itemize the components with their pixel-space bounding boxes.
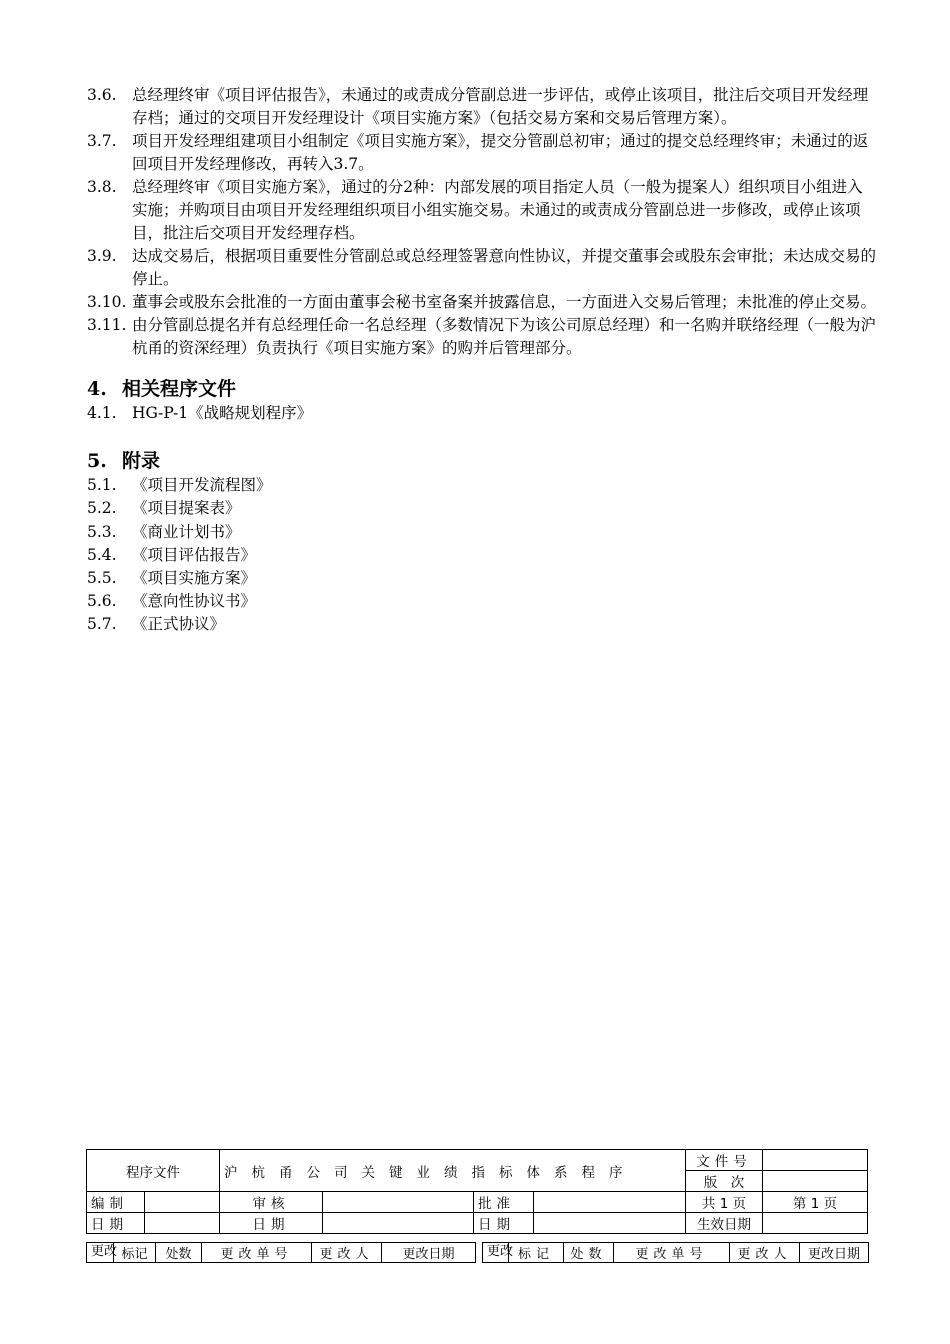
approve-label: 批准 [474, 1192, 534, 1213]
step-item [87, 291, 877, 314]
list-item [87, 544, 877, 567]
changer-header: 更改人 [730, 1243, 800, 1263]
step-text: 董事会或股东会批准的一方面由董事会秘书室备案并披露信息，一方面进入交易后管理；未批准的停止交易。 [132, 293, 877, 311]
change-date-header: 更改日期 [800, 1243, 869, 1263]
step-number: 3.6. [87, 86, 117, 104]
file-no-label: 文件号 [686, 1150, 763, 1171]
date-value [145, 1213, 220, 1234]
item-text: 《项目开发流程图》 [132, 476, 272, 495]
item-number: 5.1. [87, 476, 117, 495]
change-header: 更改 [483, 1243, 509, 1263]
step-item [87, 176, 877, 245]
mark-header: 标记 [509, 1243, 564, 1263]
compile-label: 编制 [87, 1192, 145, 1213]
step-item [87, 84, 877, 130]
section-number: 4. [87, 378, 107, 400]
step-text: 总经理终审《项目评估报告》，未通过的或责成分管副总进一步评估，或停止该项目，批注后交项目开发经理存档；通过的交项目开发经理设计《项目实施方案》（包括交易方案和交易后管理方案）。 [132, 86, 869, 127]
item-number: 5.6. [87, 592, 117, 611]
list-item [87, 567, 877, 590]
review-value [323, 1192, 474, 1213]
review-date-value [323, 1213, 474, 1234]
item-text: 《正式协议》 [132, 615, 226, 634]
review-label: 审核 [220, 1192, 323, 1213]
step-number: 3.11. [87, 316, 127, 334]
version-label: 版 次 [686, 1171, 763, 1192]
step-number: 3.9. [87, 247, 117, 265]
section-title: 附录 [122, 450, 161, 473]
step-number: 3.10. [87, 293, 127, 311]
doc-title-cell: 沪杭甬公司关键业绩指标体系程序 [220, 1150, 686, 1192]
list-item [87, 402, 877, 425]
approve-date-value [534, 1213, 686, 1234]
step-number: 3.7. [87, 132, 117, 150]
count-header: 处数 [156, 1243, 202, 1263]
changer-header: 更改人 [312, 1243, 382, 1263]
mark-header: 标记 [114, 1243, 156, 1263]
step-text: 总经理终审《项目实施方案》，通过的分2种：内部发展的项目指定人员（一般为提案人）组织项目小组进入实施；并购项目由项目开发经理组织项目小组实施交易。未通过的或责成分管副总进一步修改，或停止该项目，批注后交项目开发经理存档。 [132, 178, 863, 242]
doc-type-cell: 程序文件 [87, 1150, 220, 1192]
version-value [763, 1171, 868, 1192]
compile-value [145, 1192, 220, 1213]
step-text: 达成交易后，根据项目重要性分管副总或总经理签署意向性协议，并提交董事会或股东会审批；未达成交易的停止。 [132, 247, 877, 288]
item-number: 5.3. [87, 522, 117, 541]
change-no-header: 更改单号 [614, 1243, 730, 1263]
section-number: 5. [87, 450, 107, 473]
change-date-header: 更改日期 [382, 1243, 476, 1263]
appendix-list [87, 474, 877, 636]
procedure-steps [87, 84, 877, 360]
document-body [87, 84, 877, 637]
section-title: 相关程序文件 [122, 378, 237, 400]
count-header: 处数 [564, 1243, 614, 1263]
total-pages: 共 1 页 [686, 1192, 763, 1213]
file-no-value [763, 1150, 868, 1171]
item-text: HG-P-1《战略规划程序》 [132, 404, 313, 422]
section-heading-appendix [87, 448, 877, 474]
change-record-table-left [86, 1242, 476, 1263]
item-number: 4.1. [87, 404, 117, 422]
item-number: 5.4. [87, 545, 117, 564]
step-text: 由分管副总提名并有总经理任命一名总经理（多数情况下为该公司原总经理）和一名购并联络经理（一般为沪杭甬的资深经理）负责执行《项目实施方案》的购并后管理部分。 [132, 316, 877, 357]
step-item [87, 314, 877, 360]
effective-date-value [763, 1213, 868, 1234]
document-control-table [86, 1149, 868, 1234]
section-heading-related-procedures [87, 376, 877, 402]
step-item [87, 130, 877, 176]
change-record-table-right [482, 1242, 869, 1263]
step-text: 项目开发经理组建项目小组制定《项目实施方案》，提交分管副总初审；通过的提交总经理终审；未通过的返回项目开发经理修改，再转入3.7。 [132, 132, 869, 173]
list-item [87, 590, 877, 613]
related-procedures-list [87, 402, 877, 425]
list-item [87, 613, 877, 636]
date-label: 日期 [87, 1213, 145, 1234]
effective-date-label: 生效日期 [686, 1213, 763, 1234]
item-number: 5.7. [87, 615, 117, 634]
item-text: 《项目评估报告》 [132, 545, 257, 564]
change-header: 更改 [87, 1243, 114, 1263]
review-date-label: 日期 [220, 1213, 323, 1234]
list-item [87, 521, 877, 544]
approve-value [534, 1192, 686, 1213]
item-number: 5.2. [87, 499, 117, 518]
page-number: 第 1 页 [763, 1192, 868, 1213]
change-no-header: 更改单号 [202, 1243, 312, 1263]
item-text: 《意向性协议书》 [132, 592, 257, 611]
step-item [87, 245, 877, 291]
item-number: 5.5. [87, 569, 117, 588]
list-item [87, 497, 877, 520]
step-number: 3.8. [87, 178, 117, 196]
item-text: 《项目实施方案》 [132, 569, 257, 588]
item-text: 《项目提案表》 [132, 499, 241, 518]
list-item [87, 474, 877, 497]
approve-date-label: 日期 [474, 1213, 534, 1234]
item-text: 《商业计划书》 [132, 522, 241, 541]
